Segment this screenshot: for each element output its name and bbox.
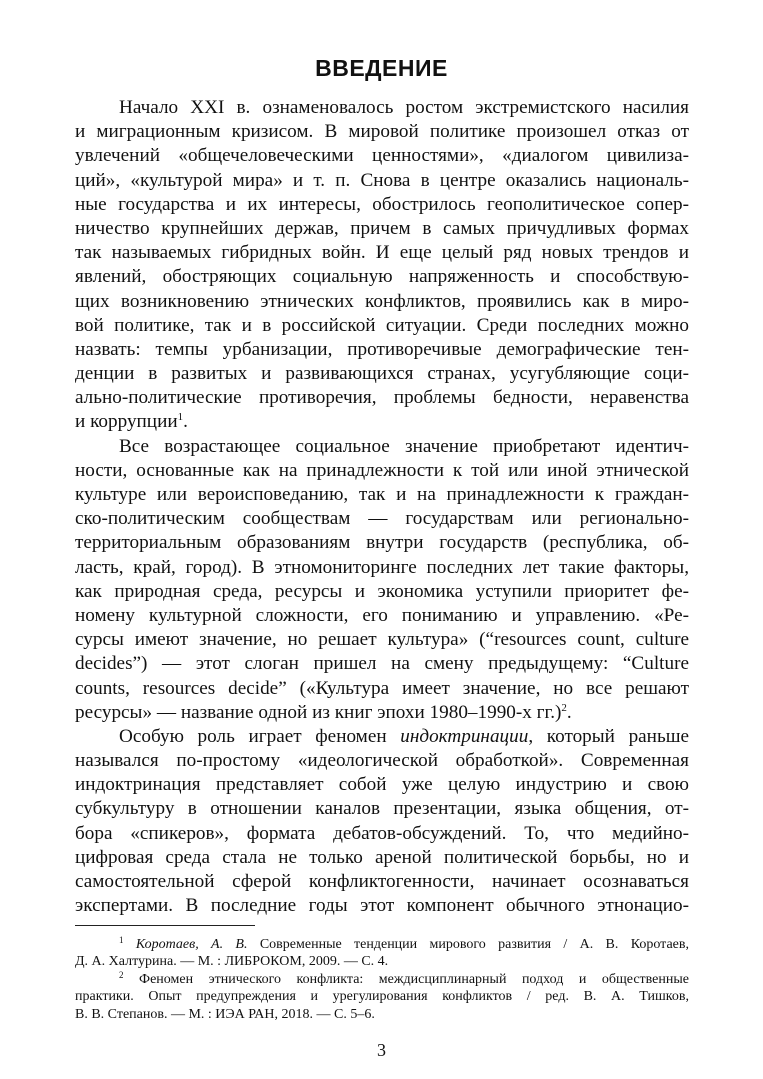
body-text	[75, 96, 689, 918]
footnote-line: практики. Опыт предупреждения и урегулирования конфликтов / ред. В. А. Тишков,	[75, 989, 689, 1005]
footnote-line	[75, 936, 689, 953]
text-line: decides”) — этот слоган пришел на смену предыдущему: “Culture	[75, 653, 689, 675]
text-line: назвать: темпы урбанизации, противоречивые демографические тен-	[75, 338, 689, 360]
text-line: Начало XXI в. ознаменовалось ростом экстремистского насилия	[119, 97, 689, 118]
footnote-ref[interactable]: 2	[561, 701, 567, 714]
footnote-mark: 1	[119, 935, 124, 945]
footnote-line: В. В. Степанов. — М. : ИЭА РАН, 2018. — С. 5–6.	[75, 1006, 375, 1022]
text-line	[75, 410, 689, 434]
text-span: , который раньше	[528, 725, 689, 747]
text-line	[75, 701, 689, 725]
footnote-line: Д. А. Халтурина. — М. : ЛИБРОКОМ, 2009. — С. 4.	[75, 954, 389, 970]
text-span: .	[183, 411, 188, 433]
footnote-mark: 2	[119, 969, 124, 980]
text-line: и миграционным кризисом. В мировой политике произошел отказ от	[75, 121, 689, 143]
footnote-divider	[75, 925, 255, 926]
text-line: Все возрастающее социальное значение приобретают идентич-	[119, 435, 689, 457]
text-line: ций», «культурой мира» и т. п. Снова в центре оказались националь-	[75, 169, 689, 191]
footnotes	[75, 936, 689, 1023]
text-span: Особую роль играет феномен	[119, 725, 401, 747]
text-line: цифровая среда стала не только ареной политической борьбы, но и	[75, 846, 689, 868]
text-span: и коррупции	[75, 411, 178, 433]
text-line: назывался по-простому «идеологической обработкой». Современная	[75, 750, 689, 772]
text-span: Феномен этнического конфликта: междисциплинарный подход и общественные	[123, 971, 689, 987]
chapter-title: ВВЕДЕНИЕ	[315, 55, 448, 81]
text-line: территориальным образованиям внутри государств (республика, об-	[75, 532, 689, 554]
text-line: экспертами. В последние годы этот компонент обычного этнонацио-	[75, 895, 689, 917]
text-line: номену культурной сложности, его пониманию и управлению. «Ре-	[75, 604, 689, 626]
text-span: .	[566, 701, 572, 723]
text-line: как природная среда, ресурсы и экономика уступили приоритет фе-	[75, 580, 689, 602]
text-line: щих возникновению этнических конфликтов, проявились как в миро-	[75, 290, 689, 312]
text-span: ресурсы» — название одной из книг эпохи 1980–1990-х гг.)	[75, 701, 562, 723]
text-line: увлечений «общечеловеческими ценностями», «диалогом цивилиза-	[75, 145, 689, 167]
text-line: ско-политическим сообществам — государствам или регионально-	[75, 508, 689, 530]
text-line: ласть, край, город). В этномониторинге последних лет такие факторы,	[75, 556, 689, 578]
footnote-ref[interactable]: 1	[177, 411, 184, 424]
text-line: сурсы имеют значение, но решает культура» (“resources count, culture	[75, 629, 689, 651]
text-line: ные государства и их интересы, обострилось геополитическое сопер-	[75, 193, 689, 215]
footnote-line	[75, 971, 689, 988]
text-line: ности, основанные как на принадлежности к той или иной этнической	[75, 459, 689, 481]
emphasis-term: индоктринации	[400, 725, 529, 747]
text-span: Современные тенденции мирового развития / А. В. Коротаев,	[247, 937, 690, 952]
text-line: бора «спикеров», формата дебатов-обсуждений. То, что медийно-	[75, 822, 689, 844]
page-number: 3	[377, 1040, 386, 1060]
text-line: культуре или вероисповеданию, так и на принадлежности к граждан-	[75, 484, 689, 505]
text-line: субкультуру в отношении каналов презентации, языка общения, от-	[75, 798, 689, 820]
text-line: индоктринация представляет собой уже целую индустрию и свою	[75, 774, 689, 796]
text-line: явлений, обостряющих социальную напряженность и способствую-	[75, 266, 689, 288]
text-line: вой политике, так и в российской ситуации. Среди последних можно	[75, 314, 689, 336]
text-line: ально-политические противоречия, проблемы бедности, неравенства	[75, 387, 689, 409]
footnote-author: Коротаев, А. В.	[135, 937, 248, 952]
text-line: ничество крупнейших держав, причем в самых причудливых формах	[75, 217, 689, 239]
text-line: денции в развитых и развивающихся странах, усугубляющие соци-	[75, 363, 689, 385]
text-line	[75, 725, 689, 749]
text-line: самостоятельной сферой конфликтогенности, начинает осознаваться	[75, 871, 689, 892]
text-line: counts, resources decide” («Культура имеет значение, но все решают	[75, 677, 689, 699]
text-line: так называемых гибридных войн. И еще целый ряд новых трендов и	[75, 242, 689, 264]
